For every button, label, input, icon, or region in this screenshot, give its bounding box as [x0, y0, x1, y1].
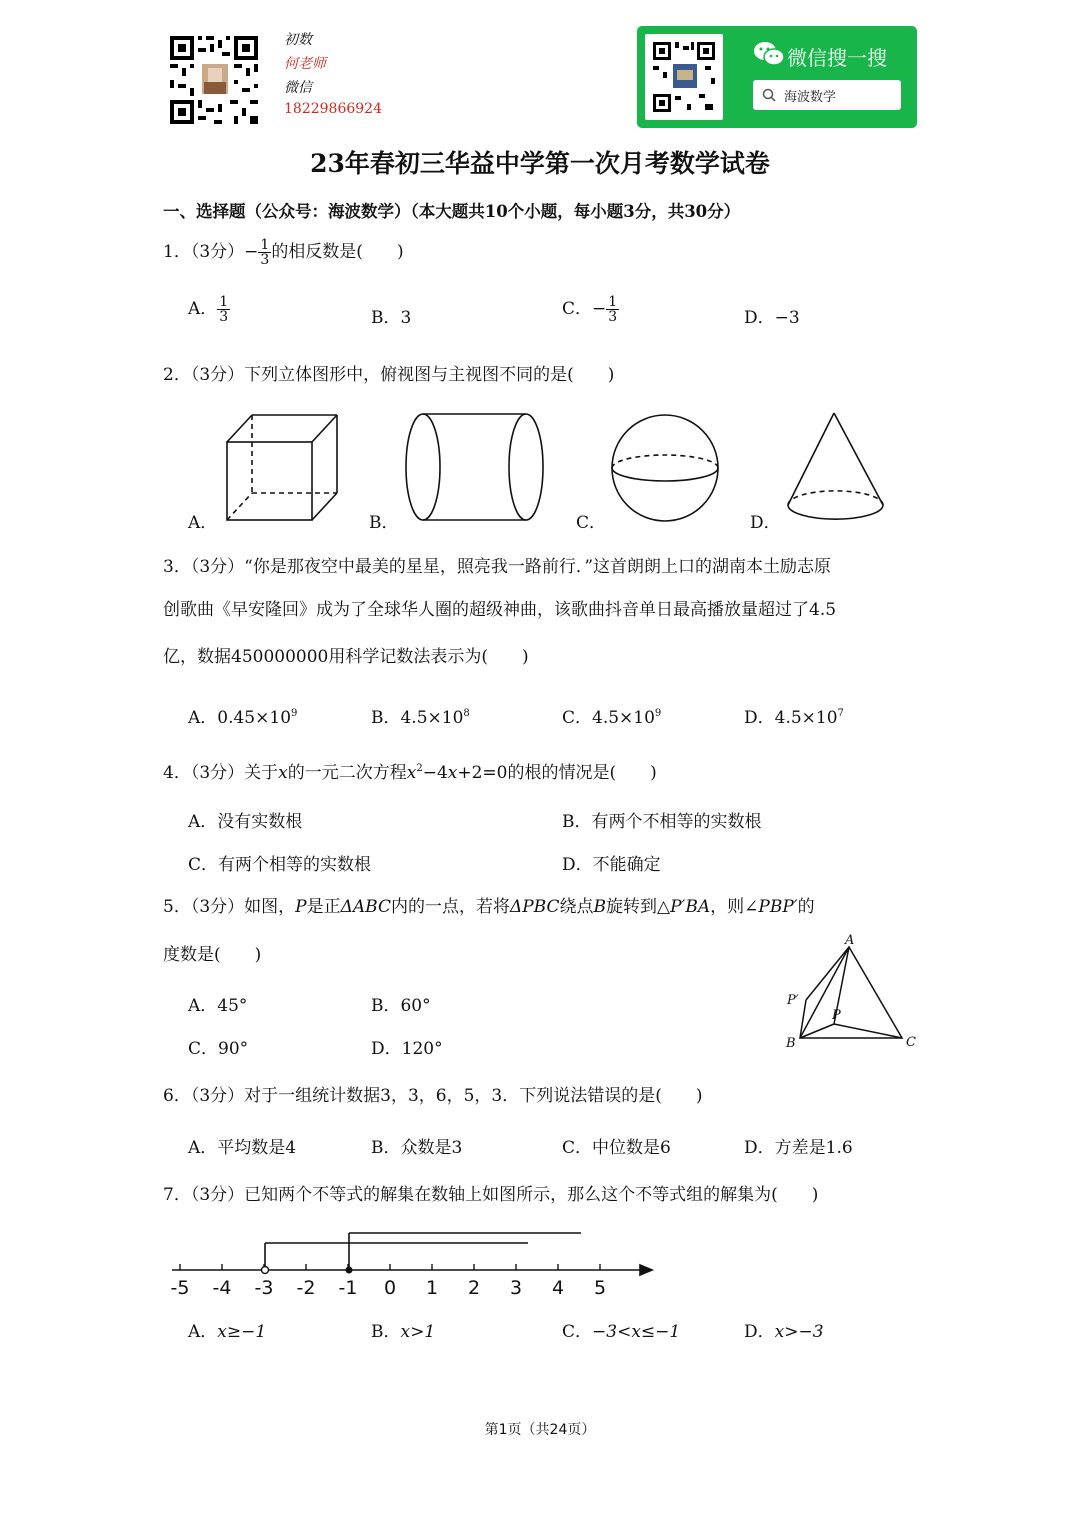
q2-option-b[interactable]: B． — [369, 513, 399, 533]
q3-c-text: C．4.5×10 — [562, 708, 655, 728]
q1-option-d[interactable]: D．−3 — [744, 308, 800, 328]
fig-label-p: P — [832, 1008, 841, 1023]
q1-c-label: C． — [562, 299, 593, 319]
q7-number-line — [160, 1220, 670, 1305]
q1-a-den: 3 — [219, 309, 229, 325]
q5-tri1: ΔABC — [340, 897, 391, 917]
q7-a-label: A． — [188, 1322, 218, 1342]
sphere-figure — [612, 415, 718, 521]
tick-label: -3 — [254, 1277, 274, 1299]
q3-option-d[interactable] — [744, 703, 844, 728]
q5-l1c: 内的一点，若将 — [390, 897, 510, 917]
q1-fraction — [258, 238, 271, 267]
q1-option-c[interactable] — [562, 294, 619, 324]
q4-option-a[interactable]: A．没有实数根 — [188, 812, 303, 832]
q1-c-num: 1 — [608, 294, 618, 310]
q7-a-math: x≥−1 — [217, 1322, 267, 1342]
open-point-minus-3 — [262, 1267, 269, 1274]
q2-option-c[interactable]: C． — [576, 513, 607, 533]
tick-label: -4 — [212, 1277, 232, 1299]
q5-l1a: 5．（3分）如图， — [163, 897, 296, 917]
tick-label: 4 — [551, 1277, 565, 1299]
q5-option-a[interactable]: A．45° — [188, 996, 248, 1016]
search-icon — [762, 88, 776, 102]
q1-a-label: A． — [188, 299, 218, 319]
q5-l1e: 旋转到△ — [606, 897, 671, 917]
q5-option-d[interactable]: D．120° — [371, 1039, 443, 1059]
fig-label-c: C — [906, 1035, 916, 1050]
q7-c-math: −3<x≤−1 — [592, 1322, 681, 1342]
wechat-search-input[interactable] — [753, 80, 901, 110]
section-heading: 一、选择题（公众号：海波数学）（本大题共10个小题，每小题3分，共30分） — [163, 202, 741, 221]
cylinder-figure — [406, 414, 543, 520]
q2-option-d[interactable]: D． — [750, 513, 781, 533]
q5-p: P — [295, 897, 307, 917]
q7-d-label: D． — [744, 1322, 775, 1342]
q1-sign: − — [244, 242, 259, 262]
q5-b-point: B — [593, 897, 606, 917]
q4-eq-b: −4 — [422, 763, 448, 783]
tick-label: -2 — [296, 1277, 316, 1299]
question-4 — [163, 758, 657, 783]
q2-figures — [180, 405, 900, 530]
q5-option-c[interactable]: C．90° — [188, 1039, 249, 1059]
contact-name: 何老师 — [284, 56, 326, 72]
cube-figure — [227, 415, 337, 520]
q6-option-a[interactable]: A．平均数是4 — [188, 1138, 297, 1158]
q5-l1g: 的 — [797, 897, 815, 917]
q4-var: x — [278, 763, 288, 783]
tick-label: 1 — [425, 1277, 439, 1299]
q3-option-b[interactable] — [371, 703, 470, 728]
question-6: 6．（3分）对于一组统计数据3，3，6，5，3．下列说法错误的是( ) — [163, 1086, 703, 1106]
q1-a-num: 1 — [219, 294, 229, 310]
q6-option-c[interactable]: C．中位数是6 — [562, 1138, 671, 1158]
question-1 — [163, 237, 404, 267]
tick-label: 2 — [467, 1277, 481, 1299]
cone-figure — [788, 413, 883, 519]
q5-tri2: ΔPBC — [509, 897, 560, 917]
q4-mid: 的一元二次方程 — [287, 763, 407, 783]
q7-b-label: B． — [371, 1322, 401, 1342]
fig-label-a: A — [845, 933, 855, 948]
fig-label-b: B — [786, 1036, 796, 1051]
wechat-search-banner[interactable] — [637, 26, 917, 128]
q3-a-exp: 9 — [291, 708, 298, 719]
q4-eq-a: x — [406, 763, 417, 783]
q5-tri3: P′BA — [670, 897, 711, 917]
q1-prefix: 1．（3分） — [163, 242, 245, 262]
q2-option-a[interactable]: A． — [188, 513, 218, 533]
question-3-line-3: 亿，数据450000000用科学记数法表示为( ) — [163, 647, 529, 667]
contact-line-1: 初数 — [284, 32, 312, 48]
q7-option-a[interactable] — [188, 1317, 266, 1342]
wechat-icon — [753, 40, 785, 68]
q3-d-text: D．4.5×10 — [744, 708, 838, 728]
q1-c-sign: − — [592, 299, 607, 319]
question-2: 2．（3分）下列立体图形中，俯视图与主视图不同的是( ) — [163, 365, 615, 385]
q3-option-c[interactable] — [562, 703, 661, 728]
q4-prefix: 4．（3分）关于 — [163, 763, 279, 783]
q3-b-exp: 8 — [463, 708, 470, 719]
q7-option-b[interactable] — [371, 1317, 435, 1342]
tick-label: -1 — [338, 1277, 358, 1299]
q5-l1f: ，则 — [710, 897, 745, 917]
q4-eq-c: x — [447, 763, 458, 783]
q3-d-exp: 7 — [837, 708, 844, 719]
q7-b-math: x>1 — [400, 1322, 436, 1342]
q4-suffix: 的根的情况是( ) — [507, 763, 657, 783]
q6-option-d[interactable]: D．方差是1.6 — [744, 1138, 853, 1158]
closed-point-minus-1 — [346, 1267, 353, 1274]
contact-line-3: 微信 — [284, 80, 312, 96]
page-footer: 第1页（共24页） — [484, 1422, 596, 1438]
tick-label: 5 — [593, 1277, 607, 1299]
question-5-line-2: 度数是( ) — [163, 945, 262, 965]
tick-label: 3 — [509, 1277, 523, 1299]
q7-d-math: x>−3 — [774, 1322, 824, 1342]
q3-option-a[interactable] — [188, 703, 297, 728]
q5-option-b[interactable]: B．60° — [371, 996, 431, 1016]
q3-c-exp: 9 — [654, 708, 662, 719]
q4-eq-exp: 2 — [416, 763, 423, 774]
q5-angle: ∠PBP′ — [744, 897, 798, 917]
q1-suffix: 的相反数是( ) — [271, 242, 404, 262]
q4-option-d[interactable]: D．不能确定 — [562, 855, 661, 875]
question-5-line-1 — [163, 892, 815, 917]
contact-phone: 18229866924 — [284, 101, 382, 117]
q4-option-c[interactable]: C．有两个相等的实数根 — [188, 855, 372, 875]
q5-triangle-figure — [782, 930, 922, 1052]
question-3-line-2: 创歌曲《早安隆回》成为了全球华人圈的超级神曲，该歌曲抖音单日最高播放量超过了4.5 — [163, 600, 837, 620]
q1-den: 3 — [260, 252, 270, 268]
q1-option-b[interactable]: B．3 — [371, 308, 412, 328]
page-title: 23年春初三华益中学第一次月考数学试卷 — [310, 149, 770, 178]
tick-label: -5 — [170, 1277, 190, 1299]
wechat-search-text: 海波数学 — [784, 90, 837, 105]
q5-l1b: 是正 — [306, 897, 341, 917]
qr-code-left — [168, 34, 260, 126]
q7-option-c[interactable] — [562, 1317, 680, 1342]
q3-b-text: B．4.5×10 — [371, 708, 464, 728]
wechat-title: 微信搜一搜 — [787, 46, 887, 70]
qr-code-right — [645, 34, 723, 120]
q1-c-den: 3 — [608, 309, 618, 325]
q1-num: 1 — [260, 237, 270, 253]
q1-c-fraction — [606, 295, 619, 324]
q1-a-fraction — [217, 295, 230, 324]
question-3-line-1: 3．（3分）“你是那夜空中最美的星星，照亮我一路前行．”这首朗朗上口的湖南本土励志原 — [163, 557, 832, 577]
tick-label: 0 — [383, 1277, 397, 1299]
q5-l1d: 绕点 — [559, 897, 594, 917]
question-7: 7．（3分）已知两个不等式的解集在数轴上如图所示，那么这个不等式组的解集为( ) — [163, 1185, 819, 1205]
q3-a-text: A．0.45×10 — [188, 708, 292, 728]
q6-option-b[interactable]: B．众数是3 — [371, 1138, 463, 1158]
q7-option-d[interactable] — [744, 1317, 824, 1342]
q4-option-b[interactable]: B．有两个不相等的实数根 — [562, 812, 762, 832]
q1-option-a[interactable] — [188, 294, 230, 324]
fig-label-p-prime: P′ — [787, 993, 799, 1008]
q7-c-label: C． — [562, 1322, 593, 1342]
q4-eq-d: +2=0 — [457, 763, 508, 783]
